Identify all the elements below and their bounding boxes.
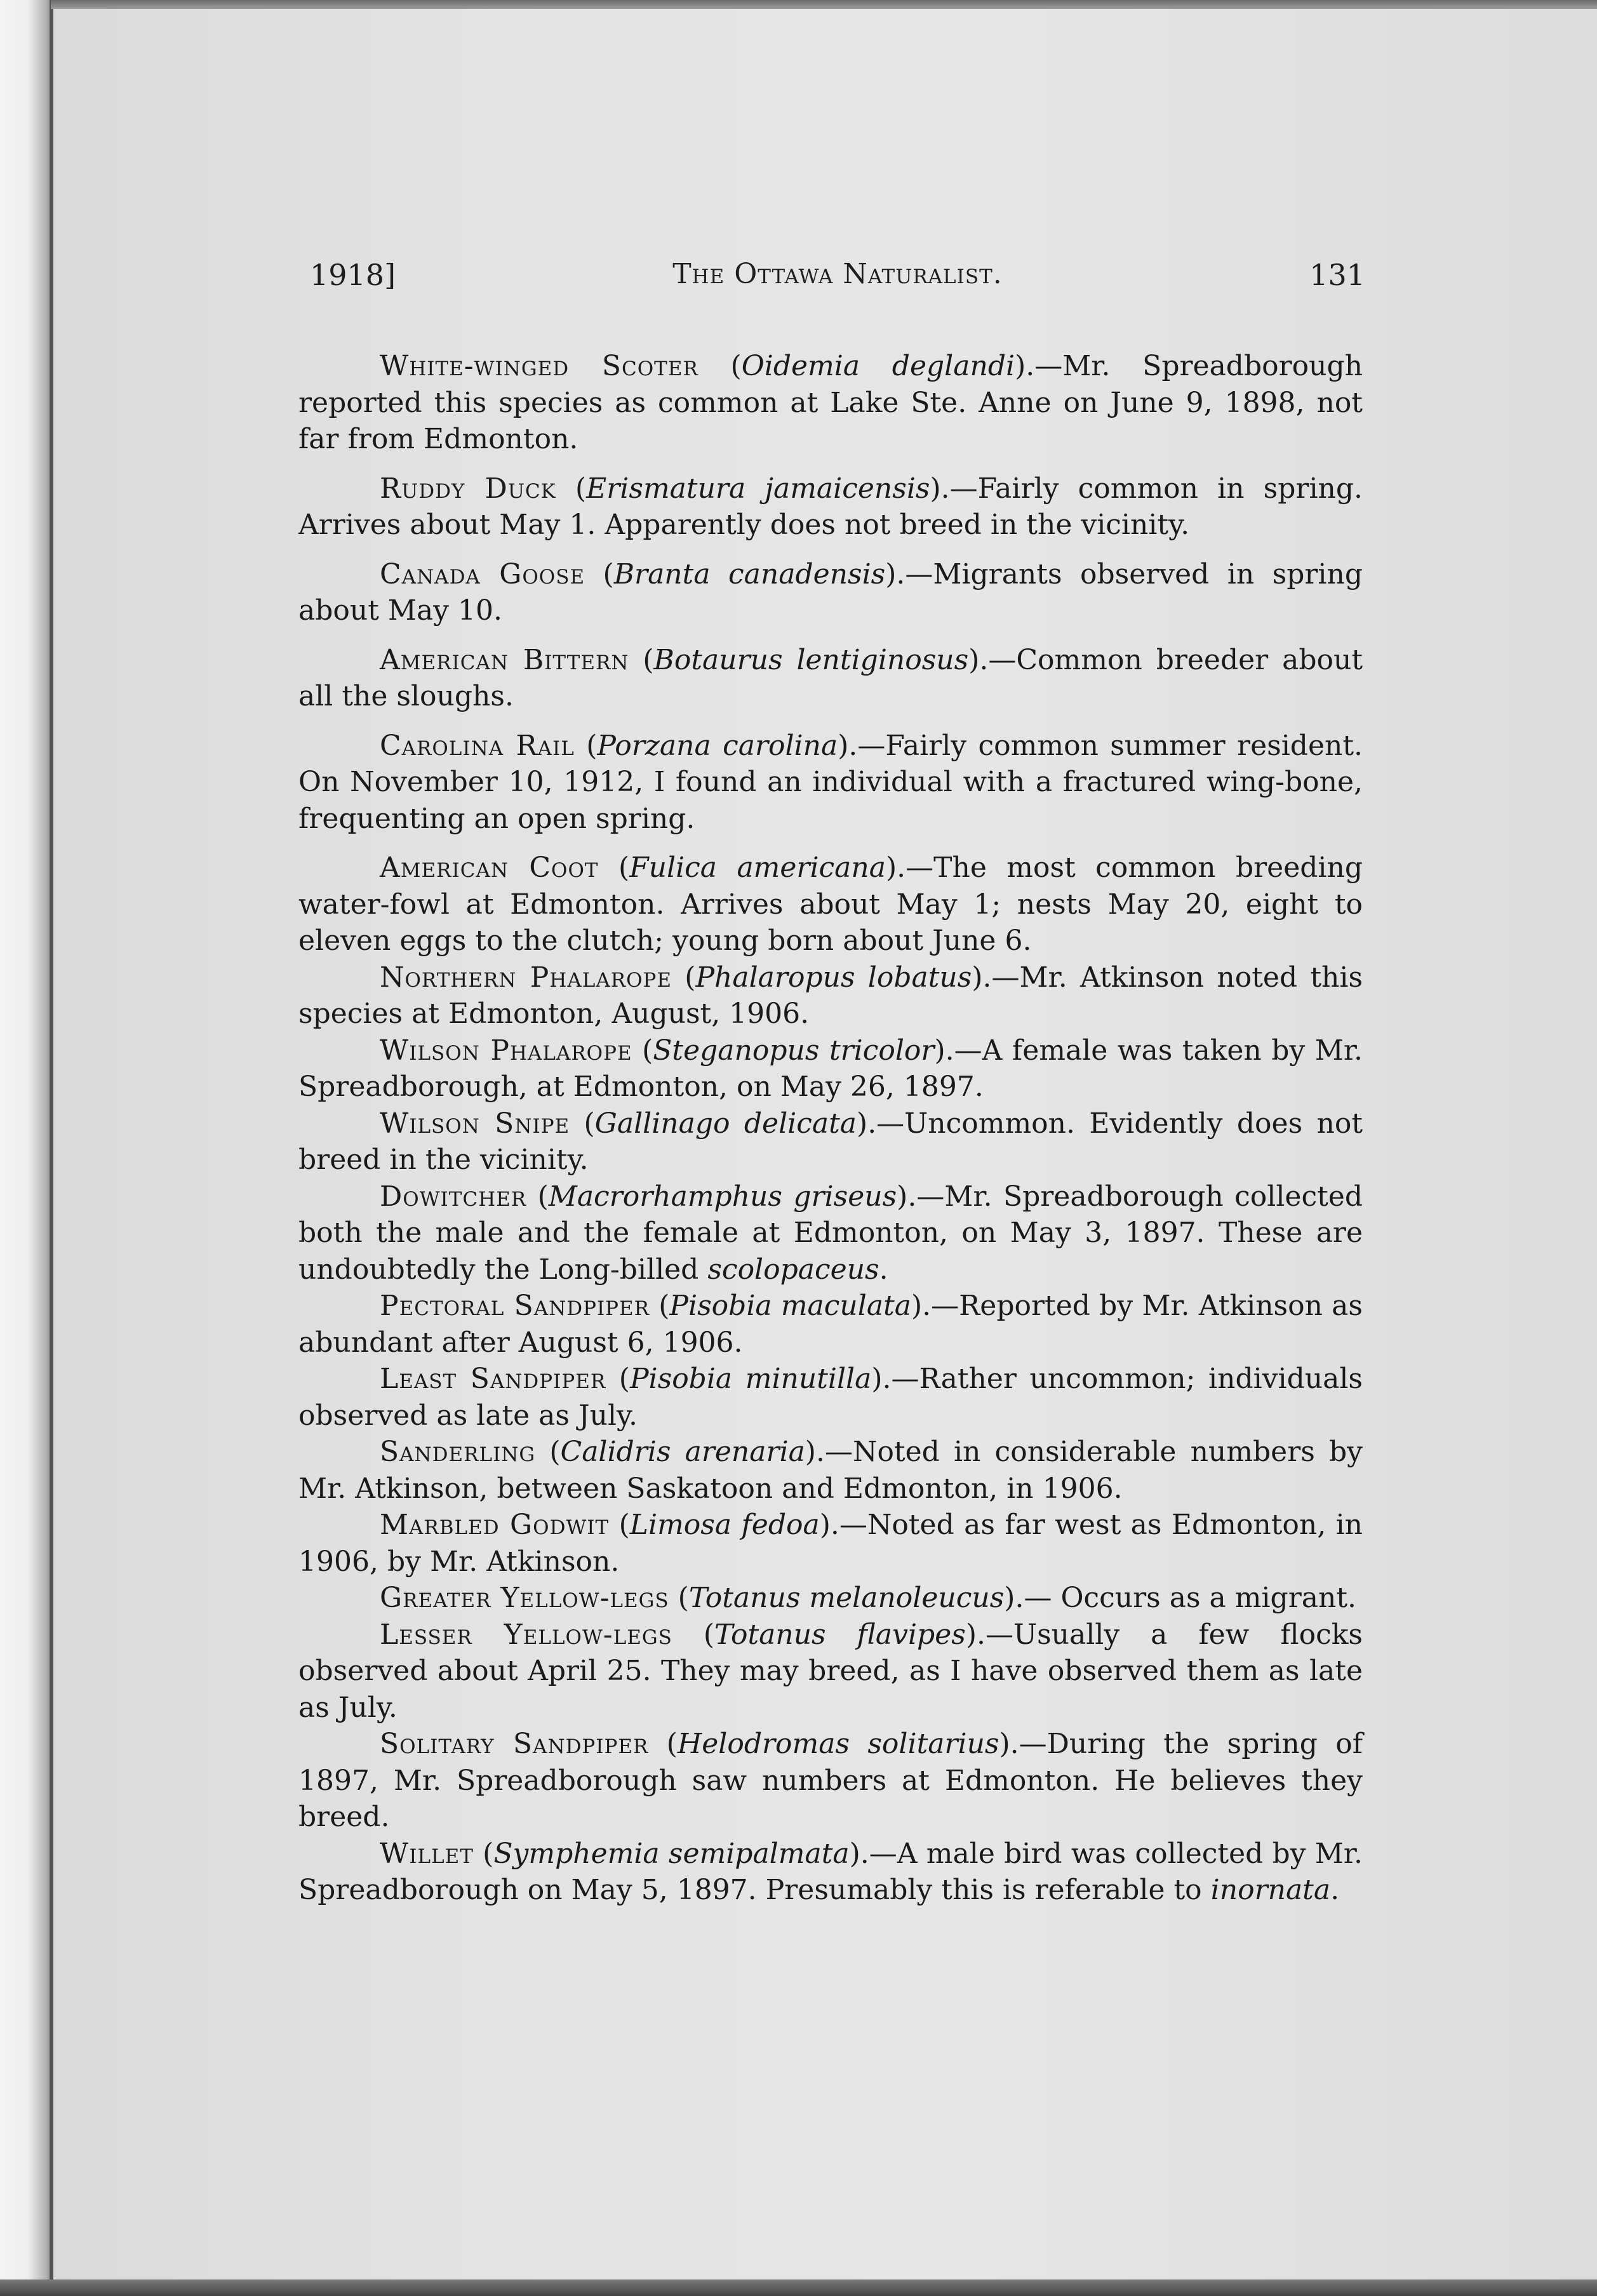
scientific-name: Oidemia deglandi — [741, 350, 1015, 382]
entry-description: .—Common breeder about all the sloughs. — [298, 643, 1363, 712]
running-header — [310, 258, 1365, 309]
open-paren: ( — [698, 350, 742, 382]
header-journal-title: The Ottawa Naturalist. — [672, 258, 1003, 290]
entry-description: .—Noted in considerable numbers by Mr. Atkinson, between Saskatoon and Edmonton, in 1906. — [298, 1436, 1363, 1505]
open-paren: ( — [609, 1509, 630, 1541]
species-entry — [298, 1178, 1363, 1288]
open-paren: ( — [650, 1290, 670, 1322]
common-name: Ruddy Duck — [380, 472, 556, 505]
common-name: Wilson Phalarope — [380, 1034, 632, 1067]
open-paren: ( — [629, 643, 654, 676]
species-entry — [298, 471, 1363, 544]
scientific-name: Symphemia semipalmata — [493, 1837, 850, 1870]
close-paren: ) — [911, 1290, 923, 1322]
common-name: White-winged Scoter — [380, 350, 698, 382]
open-paren: ( — [473, 1837, 494, 1870]
common-name: Sanderling — [380, 1436, 536, 1468]
open-paren: ( — [556, 472, 587, 505]
entry-description: .—Noted as far west as Edmonton, in 1906, by Mr. Atkinson. — [298, 1509, 1363, 1578]
close-paren: ) — [930, 472, 941, 505]
entry-description: .—Fairly common in spring. Arrives about May 1. Apparently does not breed in the vicinity. — [298, 472, 1363, 541]
common-name: Solitary Sandpiper — [380, 1728, 649, 1760]
entry-description: .—Mr. Spreadborough reported this species as common at Lake Ste. Anne on June 9, 1898, not far from Edmonton. — [298, 350, 1363, 455]
close-paren: ) — [838, 729, 849, 762]
scientific-name: Erismatura jamaicensis — [586, 472, 930, 505]
page-binding-edge — [0, 0, 51, 2296]
open-paren: ( — [669, 1582, 689, 1614]
scientific-name: Pisobia maculata — [669, 1290, 911, 1322]
close-paren: ) — [965, 1618, 977, 1651]
close-paren: ) — [885, 557, 897, 591]
species-entry — [298, 728, 1363, 838]
scientific-name: Porzana carolina — [597, 729, 838, 762]
entry-description: .—A female was taken by Mr. Spreadborough, at Edmonton, on May 26, 1897. — [298, 1034, 1363, 1103]
entry-description: .—Migrants observed in spring about May 10. — [298, 557, 1363, 627]
header-year: 1918] — [310, 258, 396, 292]
common-name: Lesser Yellow-legs — [380, 1618, 672, 1651]
species-entry — [298, 1361, 1363, 1434]
close-paren: ) — [849, 1837, 860, 1870]
species-entry — [298, 348, 1363, 458]
common-name: Willet — [380, 1837, 474, 1870]
scientific-name: Gallinago delicata — [594, 1107, 857, 1140]
common-name: Canada Goose — [380, 557, 585, 591]
close-paren: ) — [934, 1034, 946, 1067]
entry-end: . — [1330, 1874, 1340, 1906]
close-paren: ) — [1004, 1582, 1015, 1614]
common-name: Northern Phalarope — [380, 961, 672, 994]
open-paren: ( — [585, 557, 614, 591]
scan-top-border — [51, 0, 1597, 9]
entry-description: .—A male bird was collected by Mr. Spreadborough on May 5, 1897. Presumably this is referable to — [298, 1837, 1363, 1906]
entry-description: .—Usually a few flocks observed about April 25. They may breed, as I have observed them as late as July. — [298, 1618, 1363, 1724]
common-name: Greater Yellow-legs — [380, 1582, 669, 1614]
open-paren: ( — [574, 729, 598, 762]
scientific-name: Branta canadensis — [613, 557, 886, 591]
close-paren: ) — [1015, 350, 1026, 382]
common-name: Wilson Snipe — [380, 1107, 570, 1140]
entry-description: .— Occurs as a migrant. — [1015, 1582, 1356, 1614]
entry-end: . — [879, 1253, 888, 1286]
open-paren: ( — [672, 961, 696, 994]
species-entry — [298, 1617, 1363, 1726]
species-entry — [298, 1507, 1363, 1580]
scientific-name: Totanus flavipes — [714, 1618, 966, 1651]
entry-description: .—During the spring of 1897, Mr. Spreadborough saw numbers at Edmonton. He believes they breed. — [298, 1728, 1363, 1833]
species-entry — [298, 1726, 1363, 1836]
species-entry — [298, 959, 1363, 1032]
scientific-name: Phalaropus lobatus — [695, 961, 972, 994]
species-entry — [298, 1032, 1363, 1105]
entry-description: .—Mr. Spreadborough collected both the male and the female at Edmonton, on May 3, 1897. These are undoubtedly the Long-billed — [298, 1180, 1363, 1286]
species-entry — [298, 1434, 1363, 1507]
header-page-number: 131 — [1309, 258, 1365, 292]
entry-description: .—Reported by Mr. Atkinson as abundant after August 6, 1906. — [298, 1290, 1363, 1359]
close-paren: ) — [819, 1509, 831, 1541]
open-paren: ( — [570, 1107, 595, 1140]
scientific-name: Fulica americana — [629, 851, 886, 884]
close-paren: ) — [999, 1728, 1010, 1760]
entry-description: .—Fairly common summer resident. On November 10, 1912, I found an individual with a fractured wing-bone, frequenting an open spring. — [298, 729, 1363, 835]
open-paren: ( — [606, 1363, 630, 1395]
entry-description: .—Uncommon. Evidently does not breed in the vicinity. — [298, 1107, 1363, 1176]
close-paren: ) — [972, 961, 983, 994]
open-paren: ( — [672, 1618, 715, 1651]
close-paren: ) — [885, 851, 897, 884]
scientific-name: Calidris arenaria — [560, 1436, 805, 1468]
common-name: American Coot — [380, 851, 599, 884]
scientific-name: Totanus melanoleucus — [688, 1582, 1005, 1614]
open-paren: ( — [632, 1034, 653, 1067]
close-paren: ) — [871, 1363, 883, 1395]
common-name: Marbled Godwit — [380, 1509, 610, 1541]
common-name: Least Sandpiper — [380, 1363, 606, 1395]
scientific-name: Pisobia minutilla — [629, 1363, 872, 1395]
scientific-name: Macrorhamphus griseus — [548, 1180, 897, 1213]
close-paren: ) — [805, 1436, 816, 1468]
close-paren: ) — [857, 1107, 868, 1140]
binding-shadow-line — [50, 0, 53, 2296]
entry-description: .—Mr. Atkinson noted this species at Edmonton, August, 1906. — [298, 961, 1363, 1030]
open-paren: ( — [648, 1728, 678, 1760]
species-entry — [298, 556, 1363, 629]
common-name: Carolina Rail — [380, 729, 575, 762]
close-paren: ) — [968, 643, 980, 676]
open-paren: ( — [535, 1436, 561, 1468]
scan-bottom-border — [0, 2279, 1597, 2296]
scientific-name: Botaurus lentiginosus — [653, 643, 969, 676]
subspecies-note: inornata — [1210, 1874, 1331, 1906]
species-entry — [298, 642, 1363, 715]
entry-description: .—The most common breeding water-fowl at Edmonton. Arrives about May 1; nests May 20, eight to eleven eggs to the clutch; young born about June 6. — [298, 851, 1363, 957]
species-entry — [298, 850, 1363, 959]
species-entry — [298, 1105, 1363, 1178]
scientific-name: Helodromas solitarius — [677, 1728, 999, 1760]
species-entry — [298, 1836, 1363, 1909]
subspecies-note: scolopaceus — [707, 1253, 879, 1286]
common-name: Dowitcher — [380, 1180, 527, 1213]
entry-description: .—Rather uncommon; individuals observed as late as July. — [298, 1363, 1363, 1432]
open-paren: ( — [526, 1180, 549, 1213]
species-list — [298, 335, 1363, 1909]
close-paren: ) — [897, 1180, 908, 1213]
common-name: American Bittern — [380, 643, 629, 676]
scientific-name: Limosa fedoa — [629, 1509, 820, 1541]
species-entry — [298, 1288, 1363, 1361]
common-name: Pectoral Sandpiper — [380, 1290, 650, 1322]
open-paren: ( — [598, 851, 630, 884]
species-entry — [298, 1580, 1363, 1617]
scientific-name: Steganopus tricolor — [653, 1034, 935, 1067]
